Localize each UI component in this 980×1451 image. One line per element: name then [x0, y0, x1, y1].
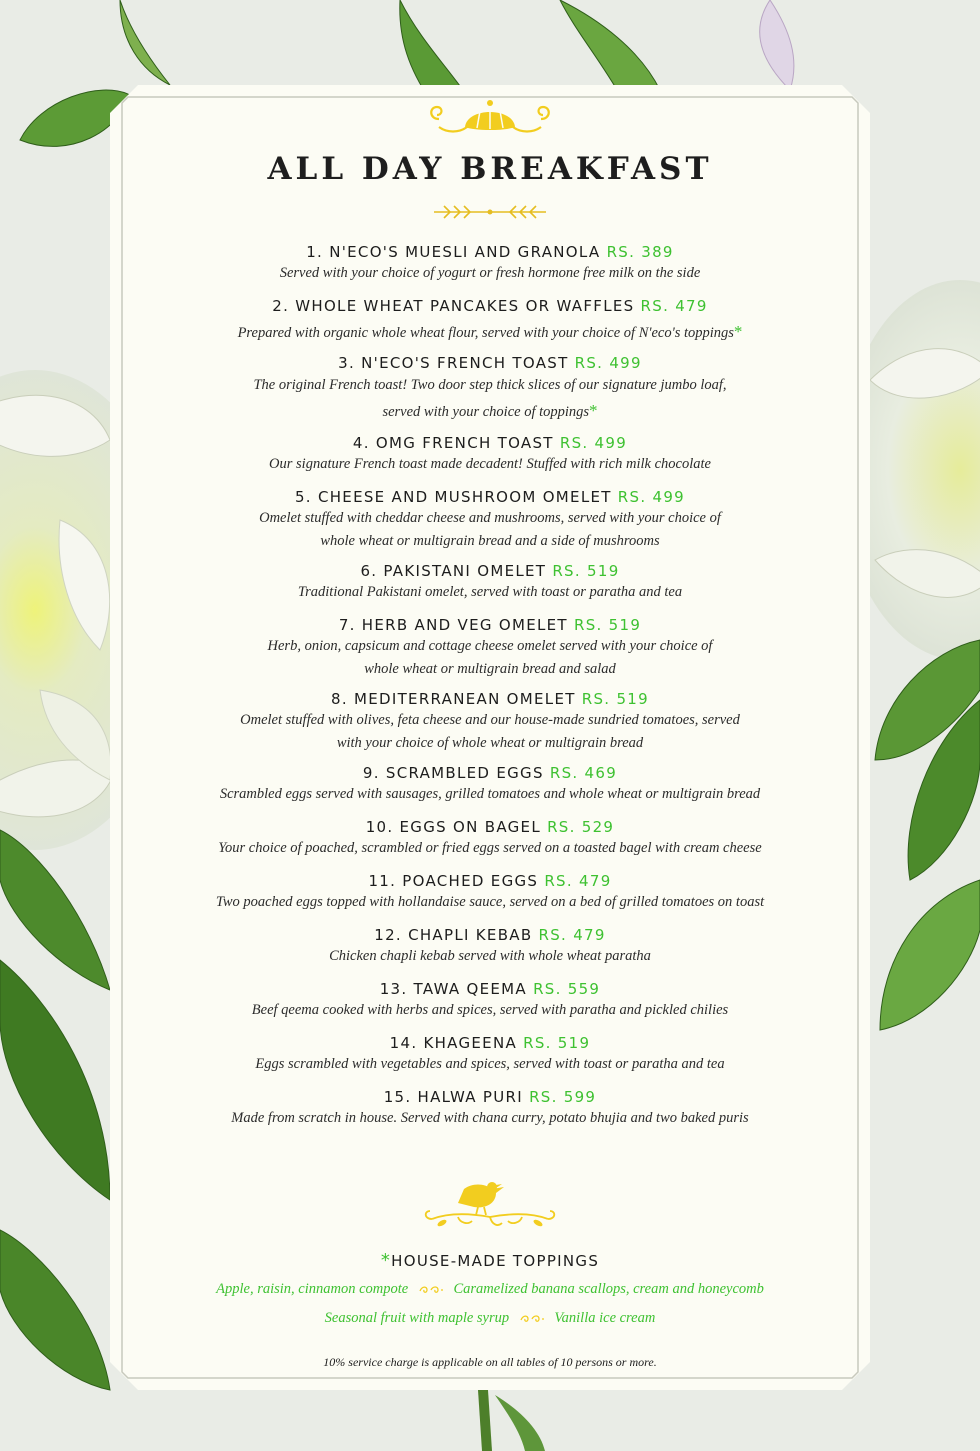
item-description: Omelet stuffed with olives, feta cheese and our house-made sundried tomatoes, served: [240, 712, 740, 728]
item-name: 15. HALWA PURI: [383, 1088, 523, 1106]
item-description: Beef qeema cooked with herbs and spices, served with paratha and pickled chilies: [251, 1002, 729, 1018]
item-heading: [110, 353, 870, 373]
swirl-separator-icon: [519, 1314, 545, 1324]
item-name: 3. N'ECO'S FRENCH TOAST: [338, 354, 569, 372]
menu-item: [110, 242, 870, 285]
topping-option: Seasonal fruit with maple syrup: [324, 1310, 510, 1326]
item-price: RS. 499: [559, 434, 628, 452]
item-heading: [110, 763, 870, 783]
toppings-heading: [110, 1250, 870, 1271]
item-description: Herb, onion, capsicum and cottage cheese omelet served with your choice of: [267, 638, 713, 654]
menu-item: [110, 979, 870, 1022]
item-heading: [110, 979, 870, 999]
toppings-line: [110, 1281, 870, 1298]
item-description: [190, 398, 790, 425]
topping-star: *: [380, 1250, 392, 1271]
menu-item: [110, 433, 870, 476]
toppings-line: [110, 1310, 870, 1327]
item-heading: [110, 615, 870, 635]
item-description-text: served with your choice of toppings: [382, 404, 590, 420]
item-price: RS. 519: [573, 616, 642, 634]
item-description: whole wheat or multigrain bread and a side of mushrooms: [320, 533, 660, 549]
item-description: Two poached eggs topped with hollandaise sauce, served on a bed of grilled tomatoes on toast: [215, 894, 765, 910]
item-description: with your choice of whole wheat or multigrain bread: [336, 735, 644, 751]
menu-item: [110, 763, 870, 806]
item-description: Chicken chapli kebab served with whole wheat paratha: [329, 948, 651, 964]
menu-item: [110, 561, 870, 604]
item-heading: [110, 871, 870, 891]
item-heading: [110, 925, 870, 945]
item-heading: [110, 242, 870, 262]
item-description: Made from scratch in house. Served with chana curry, potato bhujia and two baked puris: [231, 1110, 749, 1126]
topping-star: *: [733, 322, 743, 341]
toppings-title: HOUSE-MADE TOPPINGS: [391, 1252, 600, 1270]
item-price: RS. 479: [640, 297, 708, 315]
item-name: 10. EGGS ON BAGEL: [365, 818, 541, 836]
item-heading: [110, 487, 870, 507]
item-name: 12. CHAPLI KEBAB: [374, 926, 533, 944]
menu-item: [110, 1033, 870, 1076]
item-name: 14. KHAGEENA: [389, 1034, 518, 1052]
item-price: RS. 529: [547, 818, 615, 836]
item-price: RS. 599: [529, 1088, 597, 1106]
item-price: RS. 469: [549, 764, 618, 782]
item-description: Eggs scrambled with vegetables and spices, served with toast or paratha and tea: [255, 1056, 725, 1072]
item-price: RS. 519: [523, 1034, 591, 1052]
topping-option: Caramelized banana scallops, cream and honeycomb: [453, 1281, 764, 1297]
menu-item: [110, 296, 870, 345]
item-name: 4. OMG FRENCH TOAST: [352, 434, 554, 452]
item-description: Your choice of poached, scrambled or fried eggs served on a toasted bagel with cream cheese: [218, 840, 762, 856]
item-heading: [110, 817, 870, 837]
item-heading: [110, 1033, 870, 1053]
item-heading: [110, 561, 870, 581]
item-price: RS. 519: [581, 690, 649, 708]
item-price: RS. 499: [617, 488, 686, 506]
item-price: RS. 479: [538, 926, 606, 944]
swirl-separator-icon: [418, 1285, 444, 1295]
item-price: RS. 559: [533, 980, 601, 998]
item-description: whole wheat or multigrain bread and salad: [364, 661, 616, 677]
item-price: RS. 479: [544, 872, 612, 890]
topping-option: Apple, raisin, cinnamon compote: [216, 1281, 409, 1297]
item-name: 9. SCRAMBLED EGGS: [362, 764, 544, 782]
menu-item: [110, 487, 870, 553]
item-description: The original French toast! Two door step thick slices of our signature jumbo loaf,: [253, 377, 727, 393]
item-price: RS. 499: [574, 354, 642, 372]
item-name: 8. MEDITERRANEAN OMELET: [331, 690, 576, 708]
item-name: 6. PAKISTANI OMELET: [360, 562, 547, 580]
item-name: 13. TAWA QEEMA: [379, 980, 527, 998]
croissant-icon: [425, 97, 555, 137]
item-price: RS. 519: [552, 562, 620, 580]
menu-item: [110, 689, 870, 755]
menu-item: [110, 817, 870, 860]
item-name: 5. CHEESE AND MUSHROOM OMELET: [294, 488, 612, 506]
bird-on-branch-icon: [418, 1173, 562, 1237]
item-heading: [110, 433, 870, 453]
page-title: ALL DAY BREAKFAST: [267, 151, 713, 187]
item-description: Omelet stuffed with cheddar cheese and mushrooms, served with your choice of: [259, 510, 721, 526]
item-heading: [110, 1087, 870, 1107]
wheat-divider-icon: [430, 203, 550, 221]
item-name: 11. POACHED EGGS: [368, 872, 539, 890]
item-heading: [110, 689, 870, 709]
topping-star: *: [589, 401, 598, 420]
menu-item: [110, 925, 870, 968]
item-description-text: Prepared with organic whole wheat flour, served with your choice of N'eco's toppings: [237, 325, 734, 341]
menu-content: [110, 85, 870, 1390]
menu-item: [110, 615, 870, 681]
topping-option: Vanilla ice cream: [554, 1310, 656, 1326]
item-price: RS. 389: [606, 243, 674, 261]
menu-item: [110, 353, 870, 425]
item-name: 7. HERB AND VEG OMELET: [338, 616, 568, 634]
item-description: Served with your choice of yogurt or fresh hormone free milk on the side: [279, 265, 701, 281]
menu-item: [110, 871, 870, 914]
item-name: 1. N'ECO'S MUESLI AND GRANOLA: [306, 243, 601, 261]
item-description: [190, 320, 790, 345]
service-charge-note: 10% service charge is applicable on all tables of 10 persons or more.: [323, 1355, 657, 1369]
item-description: Traditional Pakistani omelet, served with toast or paratha and tea: [297, 584, 683, 600]
item-name: 2. WHOLE WHEAT PANCAKES OR WAFFLES: [272, 297, 635, 315]
item-description: Our signature French toast made decadent! Stuffed with rich milk chocolate: [269, 456, 711, 472]
item-description: Scrambled eggs served with sausages, grilled tomatoes and whole wheat or multigrain bread: [219, 786, 761, 802]
menu-items: [110, 242, 870, 1130]
menu-item: [110, 1087, 870, 1130]
item-heading: [110, 296, 870, 316]
